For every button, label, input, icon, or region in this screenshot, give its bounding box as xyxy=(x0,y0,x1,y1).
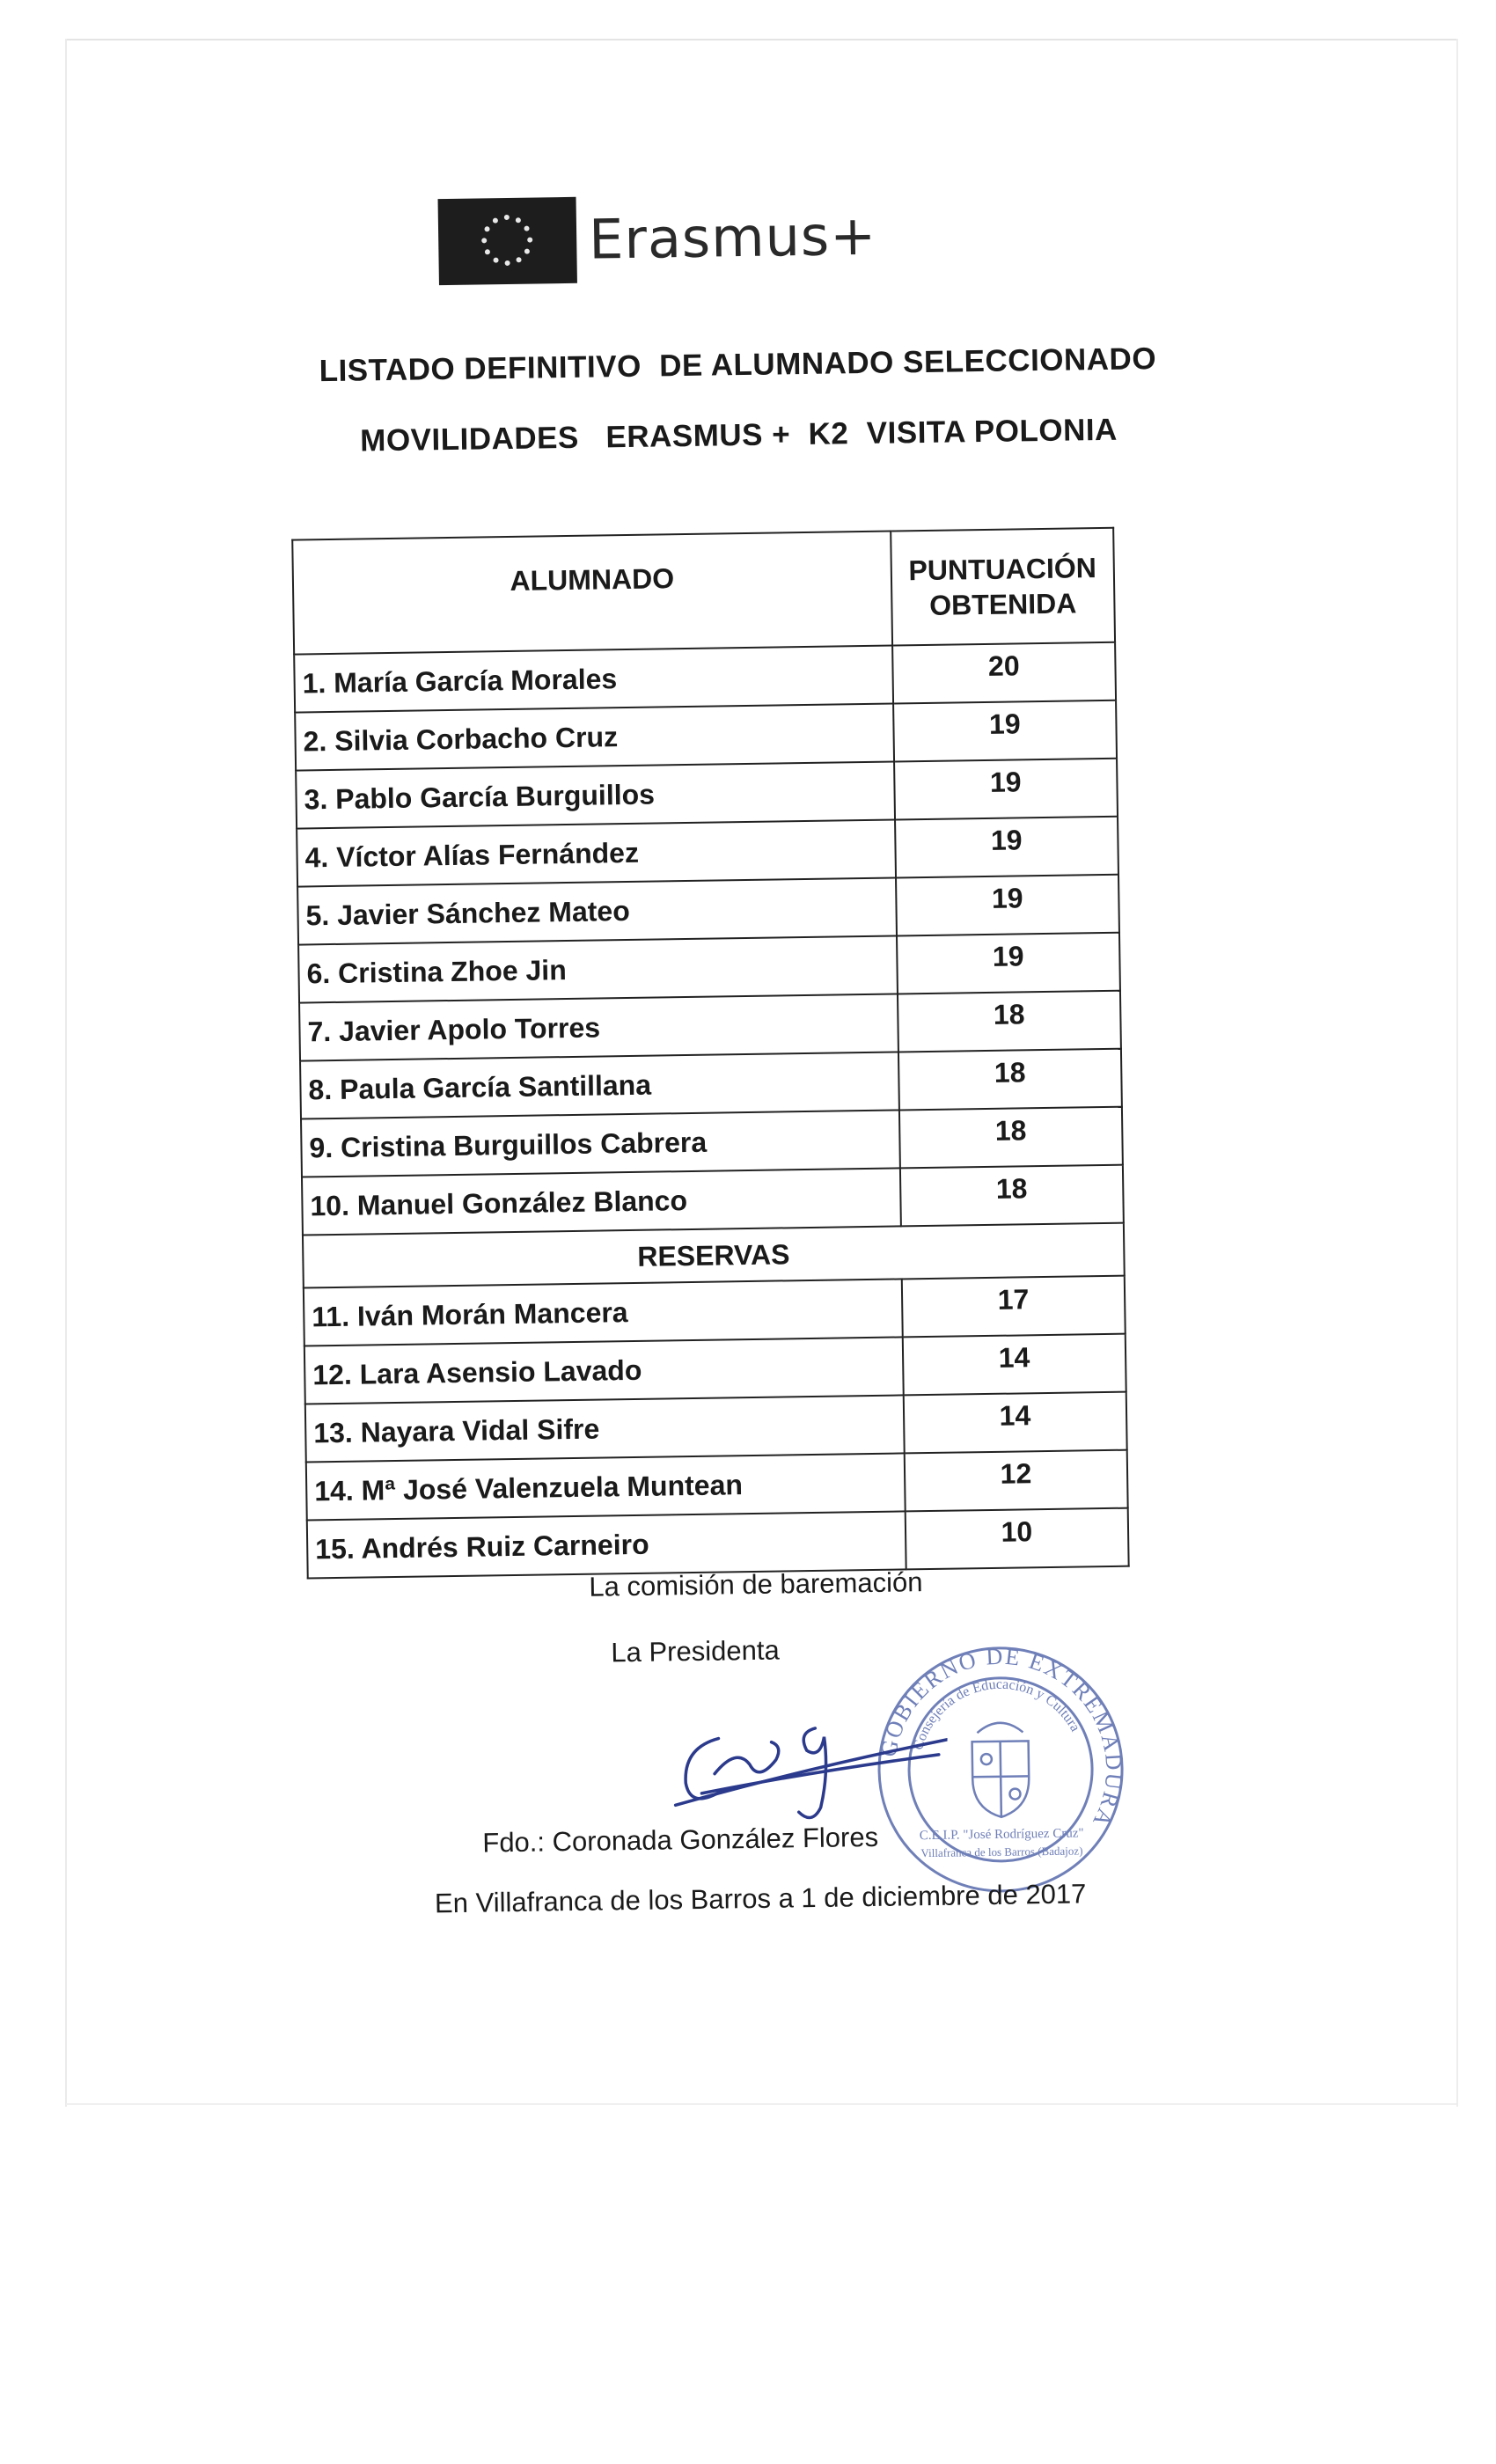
student-name: 4. Víctor Alías Fernández xyxy=(297,819,896,886)
student-score: 19 xyxy=(893,700,1117,762)
reserves-heading: RESERVAS xyxy=(303,1223,1125,1288)
student-name: 3. Pablo García Burguillos xyxy=(296,762,895,829)
eu-flag-icon xyxy=(438,197,577,285)
student-score: 19 xyxy=(895,817,1118,878)
coat-of-arms-icon xyxy=(972,1722,1030,1817)
stamp-inner-text: Consejería de Educación y Cultura xyxy=(911,1676,1083,1752)
president-signature xyxy=(665,1691,949,1828)
student-name: 1. María García Morales xyxy=(294,646,893,713)
student-name: 8. Paula García Santillana xyxy=(300,1052,899,1118)
erasmus-logo xyxy=(437,192,876,286)
results-table xyxy=(291,527,1129,1580)
reserve-name: 14. Mª José Valenzuela Muntean xyxy=(306,1453,906,1520)
table-header-row xyxy=(292,528,1115,655)
student-score: 18 xyxy=(898,1049,1122,1111)
signatory-name: Fdo.: Coronada González Flores xyxy=(482,1821,879,1859)
commission-label: La comisión de baremación xyxy=(589,1566,923,1602)
student-name: 5. Javier Sánchez Mateo xyxy=(297,877,897,944)
reserve-score: 14 xyxy=(903,1392,1126,1454)
student-name: 6. Cristina Zhoe Jin xyxy=(298,935,898,1002)
document-title: LISTADO DEFINITIVO DE ALUMNADO SELECCIONADO xyxy=(319,341,1157,389)
reserve-name: 12. Lara Asensio Lavado xyxy=(304,1337,904,1404)
student-name: 10. Manuel González Blanco xyxy=(302,1168,901,1235)
document-subtitle: MOVILIDADES ERASMUS + K2 VISITA POLONIA xyxy=(359,412,1118,458)
reserve-score: 10 xyxy=(905,1508,1128,1570)
reserve-name: 15. Andrés Ruiz Carneiro xyxy=(307,1511,906,1578)
reserve-score: 12 xyxy=(904,1450,1127,1512)
reserve-score: 14 xyxy=(902,1334,1126,1396)
erasmus-wordmark: Erasmus+ xyxy=(588,202,877,272)
column-header-alumnado: ALUMNADO xyxy=(292,532,892,655)
stamp-location: Villafranca de los Barros (Badajoz) xyxy=(920,1844,1083,1860)
column-header-puntuacion: PUNTUACIÓN OBTENIDA xyxy=(891,528,1115,646)
stamp-outer-text: GOBIERNO DE EXTREMADURA xyxy=(875,1643,1127,1832)
student-score: 18 xyxy=(898,991,1121,1052)
student-score: 19 xyxy=(894,759,1118,820)
president-label: La Presidenta xyxy=(611,1634,780,1668)
student-score: 18 xyxy=(899,1107,1123,1169)
student-name: 2. Silvia Corbacho Cruz xyxy=(295,704,894,771)
student-score: 19 xyxy=(896,875,1119,936)
student-score: 19 xyxy=(897,933,1120,994)
student-name: 7. Javier Apolo Torres xyxy=(299,994,898,1060)
reserve-score: 17 xyxy=(901,1276,1125,1338)
reserve-name: 13. Nayara Vidal Sifre xyxy=(305,1395,905,1462)
student-score: 18 xyxy=(900,1165,1124,1227)
reserve-name: 11. Iván Morán Mancera xyxy=(304,1279,903,1346)
student-score: 20 xyxy=(892,642,1116,704)
student-name: 9. Cristina Burguillos Cabrera xyxy=(301,1110,900,1177)
stamp-school: C.E.I.P. "José Rodríguez Cruz" xyxy=(919,1826,1084,1844)
place-date: En Villafranca de los Barros a 1 de diciembre de 2017 xyxy=(434,1878,1087,1919)
